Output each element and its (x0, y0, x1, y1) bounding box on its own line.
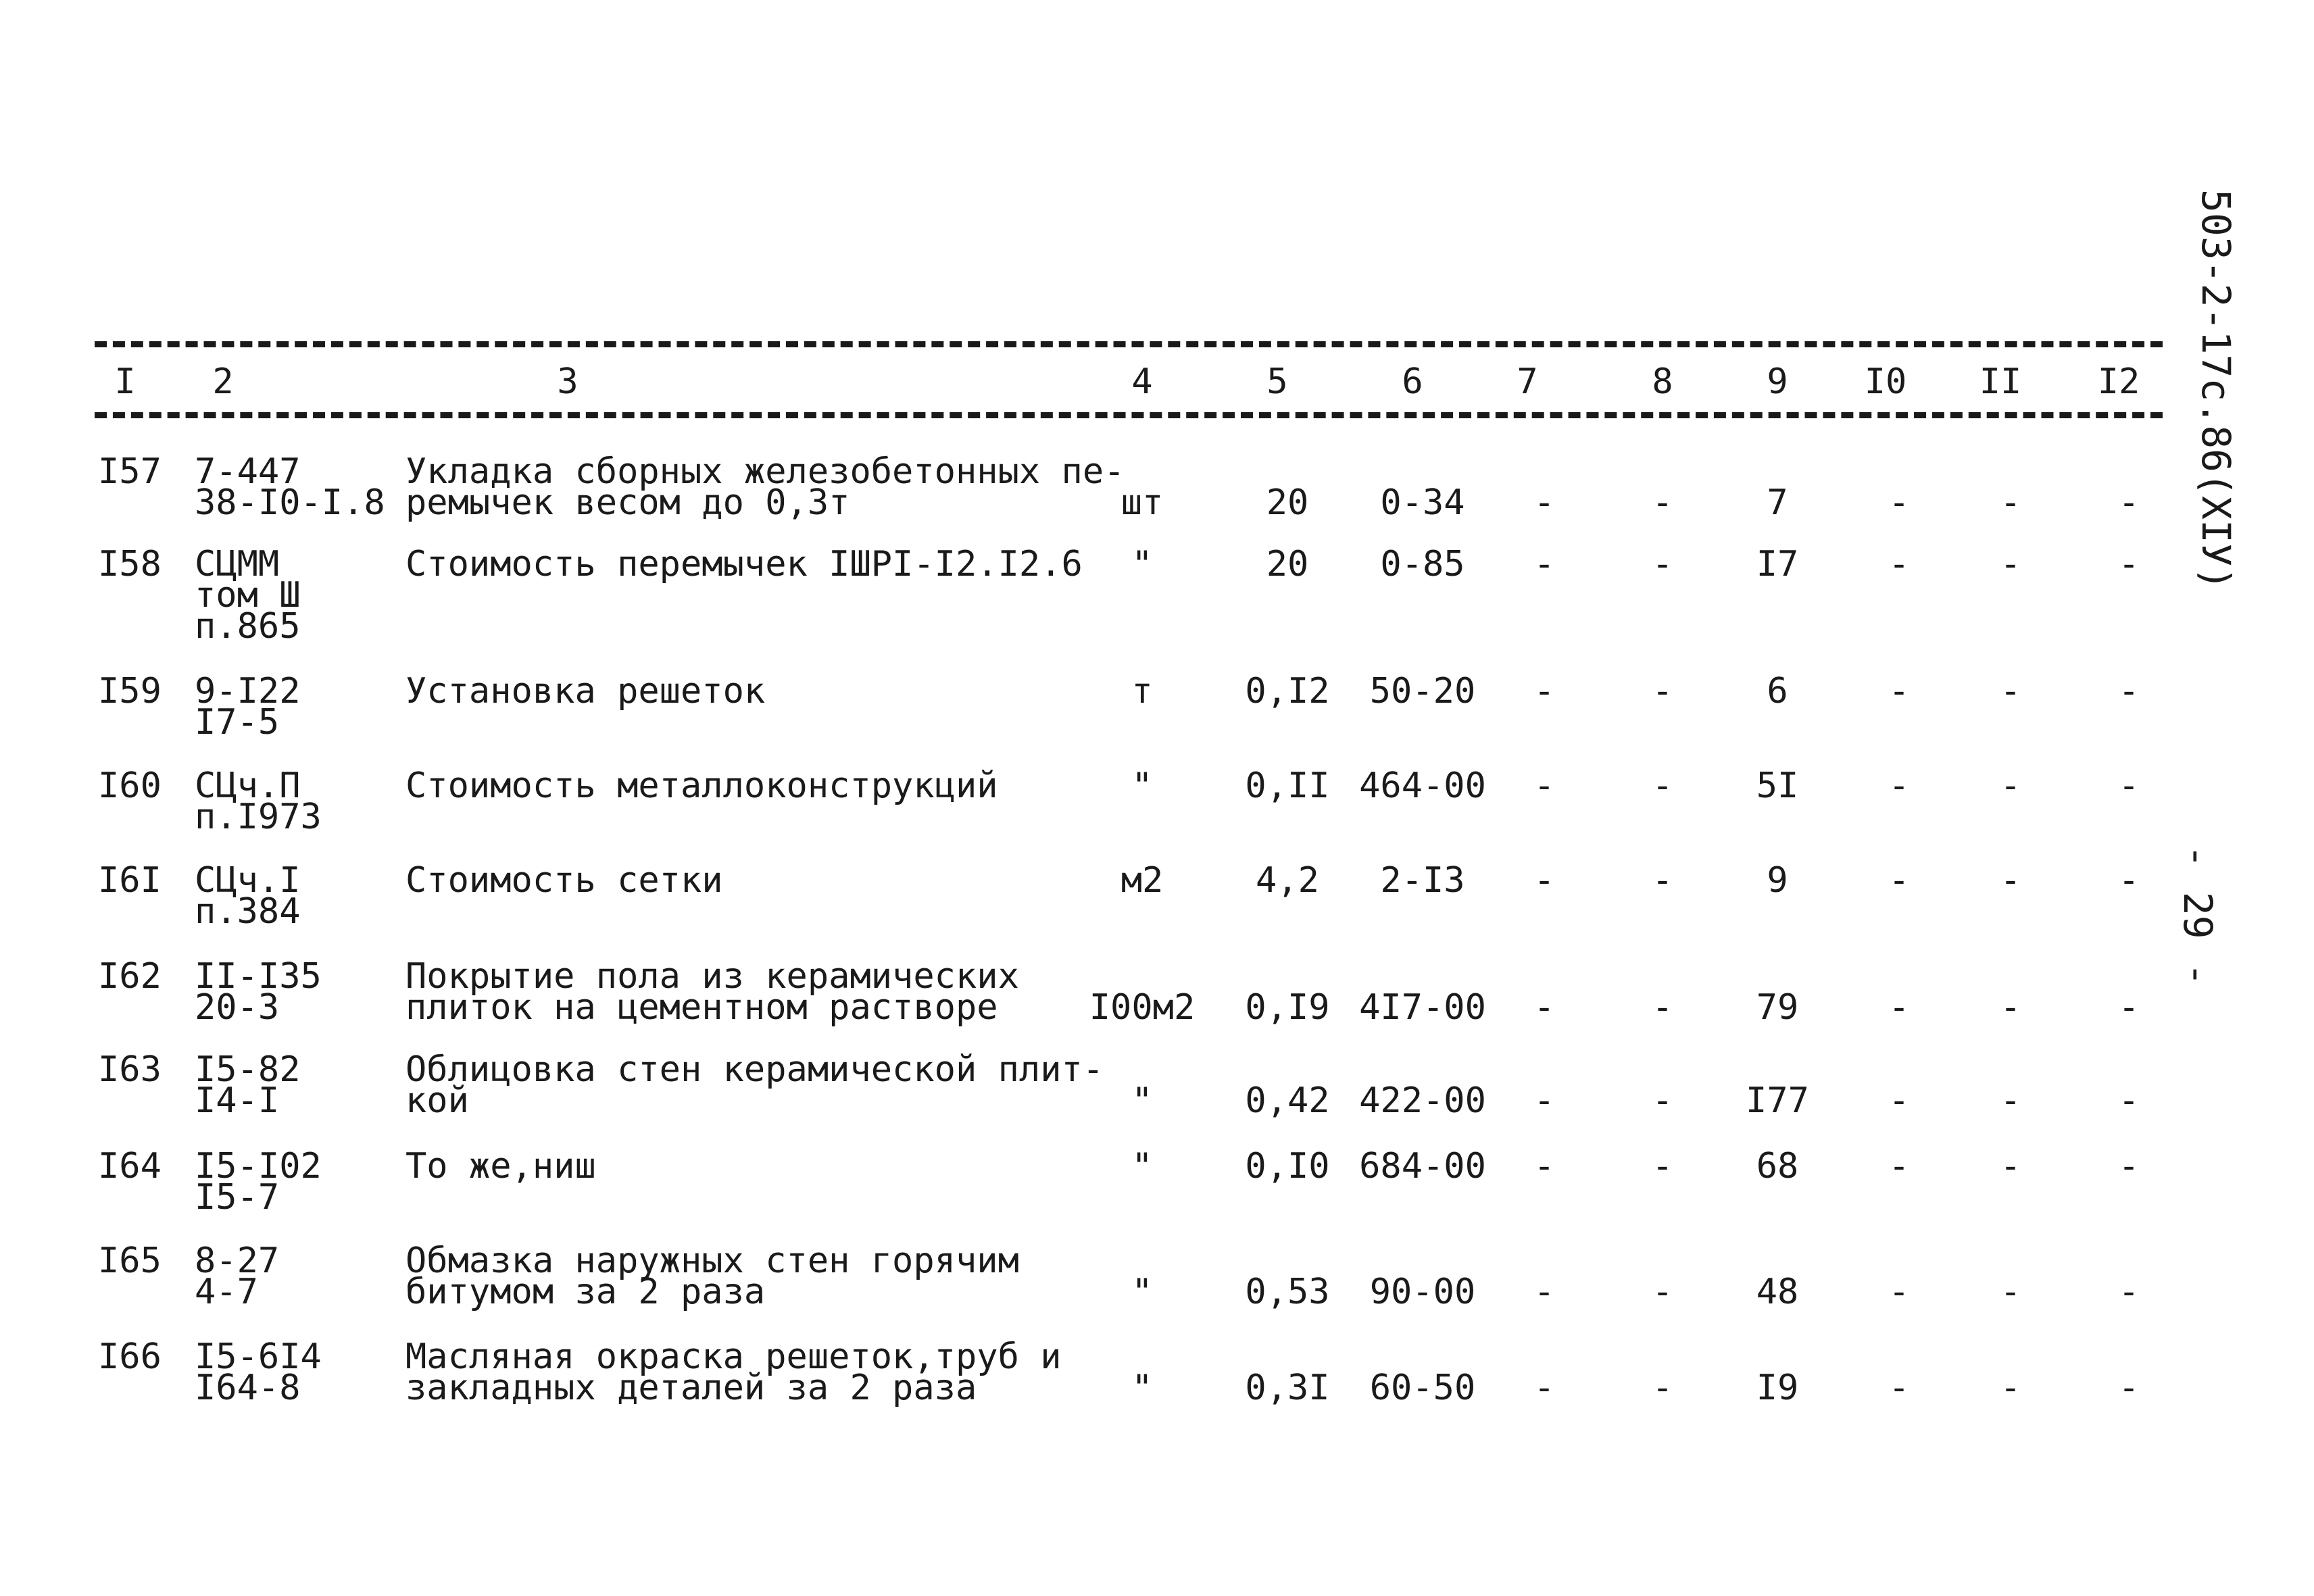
cell-unit: " (1131, 1146, 1153, 1187)
cell-c7: - (1533, 1146, 1555, 1187)
column-header-11: II (1979, 361, 2022, 402)
cell-qty: 20 (1266, 482, 1309, 523)
cell-unit: I00м2 (1089, 987, 1196, 1028)
cell-c12: - (2118, 671, 2140, 712)
cell-c9: 5I (1756, 766, 1799, 806)
cell-price: 422-00 (1359, 1080, 1486, 1121)
cell-code: 9-I22 I7-5 (195, 671, 301, 743)
cell-desc: Укладка сборных железобетонных пе- ремычек весом до 0,3т (405, 451, 1125, 523)
cell-desc: Обмазка наружных стен горячим битумом за 2 раза (405, 1241, 1019, 1312)
cell-unit: " (1131, 544, 1153, 584)
cell-c9: 79 (1756, 987, 1799, 1028)
cell-qty: 0,I9 (1245, 987, 1330, 1028)
cell-c8: - (1652, 482, 1673, 523)
cell-desc: Масляная окраска решеток,труб и закладных деталей за 2 раза (405, 1337, 1062, 1408)
cell-c10: - (1888, 544, 1910, 584)
cell-num: I57 (98, 451, 162, 492)
cell-c11: - (2000, 671, 2021, 712)
cell-c8: - (1652, 544, 1673, 584)
cell-c12: - (2118, 766, 2140, 806)
cell-c11: - (2000, 1368, 2021, 1408)
cell-c11: - (2000, 1080, 2021, 1121)
cell-c12: - (2118, 860, 2140, 901)
cell-price: 2-I3 (1380, 860, 1465, 901)
cell-unit: т (1131, 671, 1153, 712)
cell-num: I58 (98, 544, 162, 584)
cell-c12: - (2118, 1272, 2140, 1312)
cell-code: I5-I02 I5-7 (195, 1146, 322, 1218)
cell-c9: I77 (1746, 1080, 1809, 1121)
cell-code: 7-447 38-I0-I.8 (195, 451, 385, 523)
cell-c11: - (2000, 860, 2021, 901)
cell-c10: - (1888, 671, 1910, 712)
cell-price: 4I7-00 (1359, 987, 1486, 1028)
cell-c7: - (1533, 671, 1555, 712)
cell-desc: То же,ниш (405, 1146, 596, 1187)
cell-num: I62 (98, 956, 162, 997)
page-number: - 29 - (2175, 845, 2221, 987)
cell-code: СЦММ том Ш п.865 (195, 544, 301, 647)
cell-c10: - (1888, 482, 1910, 523)
cell-qty: 0,42 (1245, 1080, 1330, 1121)
cell-desc: Стоимость сетки (405, 860, 723, 901)
cell-desc: Установка решеток (405, 671, 766, 712)
cell-price: 684-00 (1359, 1146, 1486, 1187)
header-bottom-rule (95, 412, 2163, 418)
cell-c11: - (2000, 482, 2021, 523)
cell-code: II-I35 20-3 (195, 956, 322, 1028)
cell-qty: 20 (1266, 544, 1309, 584)
column-header-5: 5 (1266, 361, 1288, 402)
column-header-6: 6 (1402, 361, 1423, 402)
cell-c12: - (2118, 1080, 2140, 1121)
cell-c8: - (1652, 860, 1673, 901)
cell-unit: " (1131, 1368, 1153, 1408)
cell-num: I65 (98, 1241, 162, 1281)
cell-c12: - (2118, 1368, 2140, 1408)
cell-c9: I7 (1756, 544, 1799, 584)
cell-c10: - (1888, 1272, 1910, 1312)
cell-qty: 0,II (1245, 766, 1330, 806)
cell-unit: м2 (1121, 860, 1164, 901)
cell-c8: - (1652, 1368, 1673, 1408)
cell-qty: 0,3I (1245, 1368, 1330, 1408)
cell-price: 0-85 (1380, 544, 1465, 584)
cell-c7: - (1533, 1080, 1555, 1121)
cell-c9: 7 (1767, 482, 1788, 523)
cell-price: 50-20 (1369, 671, 1476, 712)
cell-c9: I9 (1756, 1368, 1799, 1408)
cell-c7: - (1533, 1272, 1555, 1312)
cell-c8: - (1652, 1146, 1673, 1187)
cell-num: I59 (98, 671, 162, 712)
cell-unit: " (1131, 766, 1153, 806)
column-header-3: 3 (557, 361, 578, 402)
cell-qty: 0,I0 (1245, 1146, 1330, 1187)
cell-c8: - (1652, 987, 1673, 1028)
cell-c12: - (2118, 482, 2140, 523)
cell-price: 60-50 (1369, 1368, 1476, 1408)
document-code: 503-2-17с.86(XIУ) (2193, 189, 2239, 591)
cell-c7: - (1533, 482, 1555, 523)
cell-c9: 6 (1767, 671, 1788, 712)
column-header-8: 8 (1652, 361, 1673, 402)
cell-c7: - (1533, 987, 1555, 1028)
cell-c10: - (1888, 1080, 1910, 1121)
cell-code: 8-27 4-7 (195, 1241, 280, 1312)
cell-c10: - (1888, 766, 1910, 806)
cell-num: I60 (98, 766, 162, 806)
cell-c11: - (2000, 544, 2021, 584)
cell-unit: " (1131, 1272, 1153, 1312)
cell-c11: - (2000, 987, 2021, 1028)
column-header-2: 2 (212, 361, 234, 402)
cell-c11: - (2000, 1146, 2021, 1187)
cell-c10: - (1888, 987, 1910, 1028)
cell-c10: - (1888, 1368, 1910, 1408)
cell-qty: 4,2 (1256, 860, 1319, 901)
cell-c7: - (1533, 1368, 1555, 1408)
cell-c9: 68 (1756, 1146, 1799, 1187)
cell-c9: 9 (1767, 860, 1788, 901)
cell-c8: - (1652, 766, 1673, 806)
column-header-1: I (114, 361, 136, 402)
cell-c10: - (1888, 1146, 1910, 1187)
cell-desc: Облицовка стен керамической плит- кой (405, 1049, 1104, 1121)
cell-num: I6I (98, 860, 162, 901)
cell-price: 0-34 (1380, 482, 1465, 523)
cell-code: СЦч.I п.384 (195, 860, 301, 932)
cell-price: 90-00 (1369, 1272, 1476, 1312)
cell-c11: - (2000, 766, 2021, 806)
cell-price: 464-00 (1359, 766, 1486, 806)
cell-num: I64 (98, 1146, 162, 1187)
cell-c7: - (1533, 860, 1555, 901)
column-header-7: 7 (1517, 361, 1538, 402)
cell-code: СЦч.П п.I973 (195, 766, 322, 837)
cell-c11: - (2000, 1272, 2021, 1312)
cell-c12: - (2118, 987, 2140, 1028)
column-header-4: 4 (1131, 361, 1153, 402)
cell-c7: - (1533, 766, 1555, 806)
column-header-12: I2 (2097, 361, 2140, 402)
cell-code: I5-6I4 I64-8 (195, 1337, 322, 1408)
cell-c8: - (1652, 671, 1673, 712)
cell-c9: 48 (1756, 1272, 1799, 1312)
cell-num: I66 (98, 1337, 162, 1377)
cell-num: I63 (98, 1049, 162, 1090)
cell-unit: " (1131, 1080, 1153, 1121)
cell-qty: 0,53 (1245, 1272, 1330, 1312)
cell-c8: - (1652, 1272, 1673, 1312)
cell-desc: Покрытие пола из керамических плиток на цементном растворе (405, 956, 1019, 1028)
column-header-9: 9 (1767, 361, 1788, 402)
cell-qty: 0,I2 (1245, 671, 1330, 712)
cell-code: I5-82 I4-I (195, 1049, 301, 1121)
cell-desc: Стоимость металлоконструкций (405, 766, 998, 806)
cell-c8: - (1652, 1080, 1673, 1121)
cell-c12: - (2118, 544, 2140, 584)
cell-desc: Стоимость перемычек IШPI-I2.I2.6 (405, 544, 1083, 584)
cell-unit: шт (1121, 482, 1164, 523)
header-top-rule (95, 341, 2163, 347)
cell-c12: - (2118, 1146, 2140, 1187)
cell-c10: - (1888, 860, 1910, 901)
cell-c7: - (1533, 544, 1555, 584)
column-header-10: I0 (1864, 361, 1907, 402)
